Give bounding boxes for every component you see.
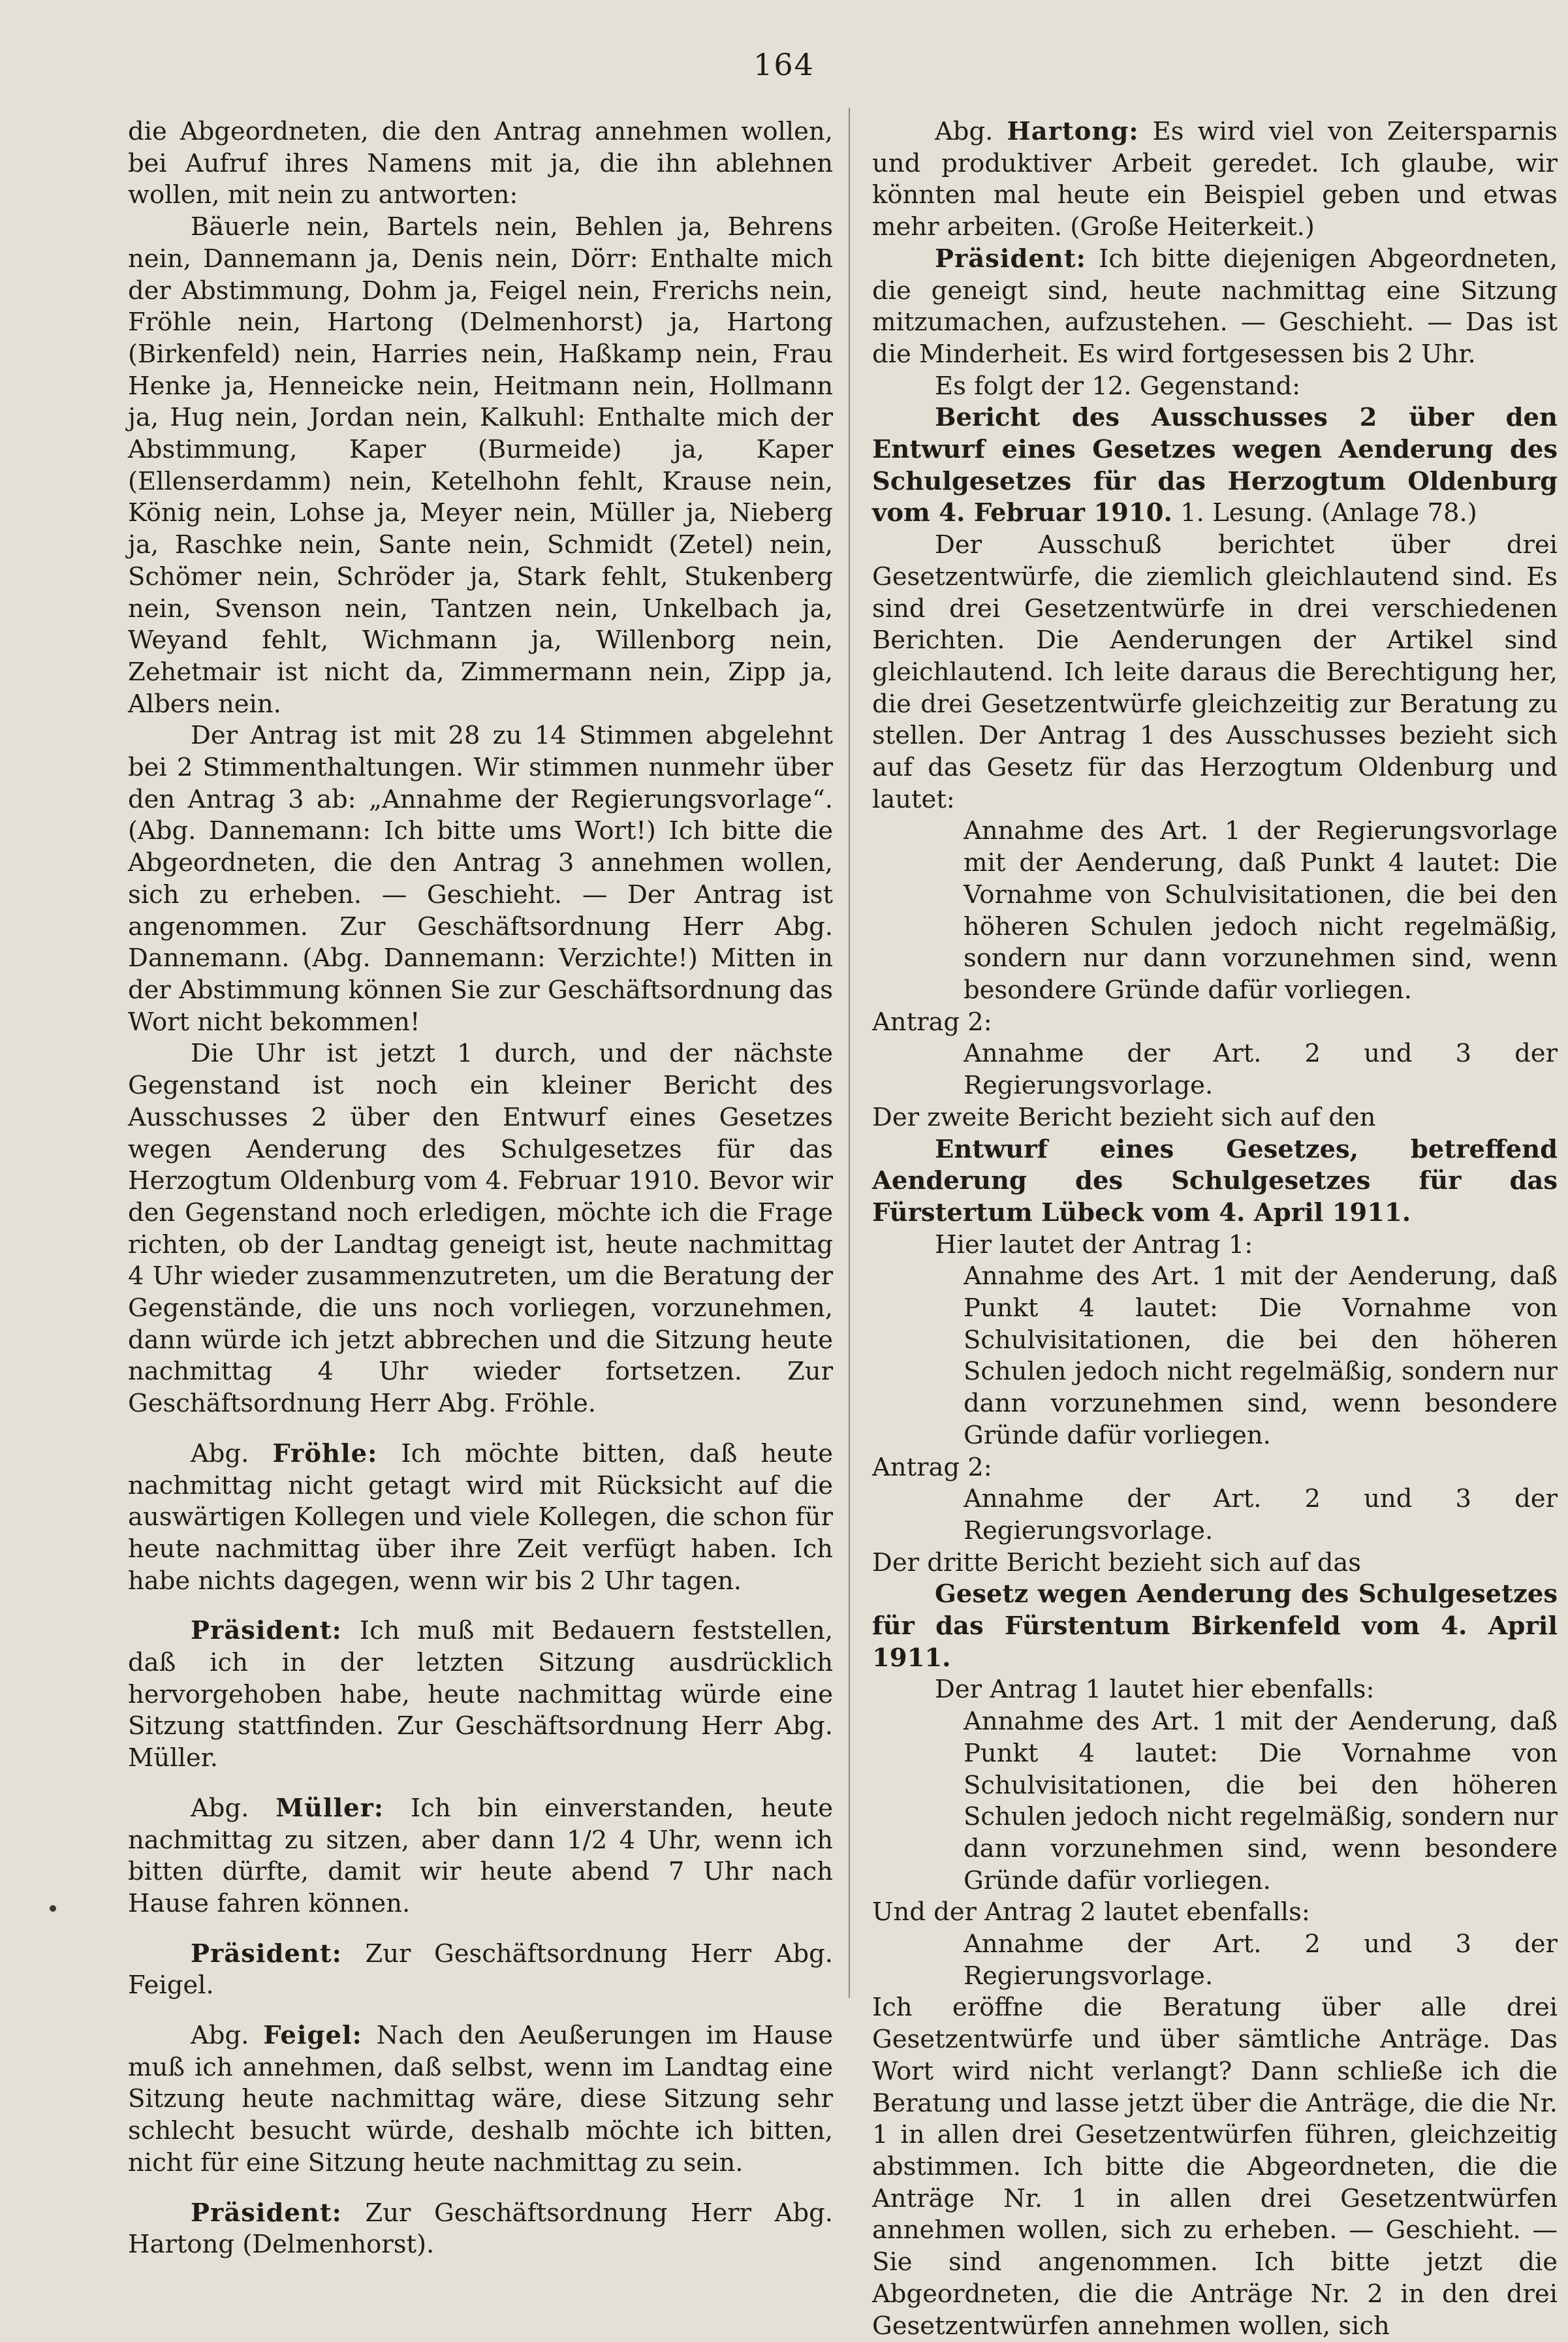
roll-call-paragraph: Bäuerle nein, Bartels nein, Behlen ja, Behrens nein, Dannemann ja, Denis nein, Dörr: Enthalte mich der Abstimmung, Dohm ja, Feigel nein, Frerichs nein, Fröhle nein, Hartong (Delmenhorst) ja, Hartong (Birkenfeld) nein, Harries nein, Haßkamp nein, Frau Henke ja, Henneicke nein, Heitmann nein, Hollmann ja, Hug nein, Jordan nein, Kalkuhl: Enthalte mich der Abstimmung, Kaper (Burmeide) ja, Kaper (Ellenserdamm) nein, Ketelhohn fehlt, Krause nein, König nein, Lohse ja, Meyer nein, Müller ja, Nieberg ja, Raschke nein, Sante nein, Schmidt (Zetel) nein, Schömer nein, Schröder ja, Stark fehlt, Stukenberg nein, Svenson nein, Tantzen nein, Unkelbach ja, Weyand fehlt, Wichmann ja, Willenborg nein, Zehetmair ist nicht da, Zimmermann nein, Zipp ja, Albers nein. bbox=[128, 212, 833, 719]
column-divider bbox=[849, 108, 850, 1998]
speech-text: Zur Geschäftsordnung Herr Abg. Feigel. bbox=[128, 1938, 833, 2001]
speaker-name: Präsident: bbox=[935, 244, 1086, 274]
motion-text: Annahme des Art. 1 der Regierungsvorlage mit der Aenderung, daß Punkt 4 lautet: Die Vornahme von Schulvisitationen, die bei den höheren Schulen jedoch nicht regelmäßig, sondern nur dann vorzunehmen sind, wenn besondere Gründe dafür vorliegen. bbox=[964, 816, 1558, 1005]
speech-paragraph bbox=[128, 2020, 833, 2179]
ink-spot bbox=[50, 1905, 56, 1912]
paragraph: Der Ausschuß berichtet über drei Gesetzentwürfe, die ziemlich gleichlautend sind. Es sind drei Gesetzentwürfe in drei verschiedenen Berichten. Die Aenderungen der Artikel sind gleichlautend. Ich leite daraus die Berechtigung her, die drei Gesetzentwürfe gleichzeitig zur Beratung zu stellen. Der Antrag 1 des Ausschusses bezieht sich auf das Gesetz für das Herzogtum Oldenburg und lautet: bbox=[872, 530, 1558, 814]
speaker-prefix: Abg. bbox=[191, 1438, 249, 1468]
motion-text: Annahme des Art. 1 mit der Aenderung, daß Punkt 4 lautet: Die Vornahme von Schulvisitationen, die bei den höheren Schulen jedoch nicht regelmäßig, sondern nur dann vorzunehmen sind, wenn besondere Gründe dafür vorliegen. bbox=[964, 1707, 1558, 1895]
paragraph: Es folgt der 12. Gegenstand: bbox=[935, 371, 1301, 401]
speech-paragraph bbox=[128, 2198, 833, 2261]
paragraph: Die Uhr ist jetzt 1 durch, und der nächste Gegenstand ist noch ein kleiner Bericht des Ausschusses 2 über den Entwurf eines Gesetzes wegen Aenderung des Schulgesetzes für das Herzogtum Oldenburg vom 4. Februar 1910. Bevor wir den Gegenstand noch erledigen, möchte ich die Frage richten, ob der Landtag geneigt ist, heute nachmittag 4 Uhr wieder zusammenzutreten, um die Beratung der Gegenstände, die uns noch vorliegen, vorzunehmen, dann würde ich jetzt abbrechen und die Sitzung heute nachmittag 4 Uhr wieder fortsetzen. Zur Geschäftsordnung Herr Abg. Fröhle. bbox=[128, 1039, 833, 1419]
speech-text: Ich bitte diejenigen Abgeordneten, die geneigt sind, heute nachmittag eine Sitzung mitzumachen, aufzustehen. — Geschieht. — Das ist die Minderheit. Es wird fortgesessen bis 2 Uhr. bbox=[872, 244, 1558, 369]
right-column bbox=[872, 116, 1558, 2342]
speaker-name: Fröhle: bbox=[272, 1438, 378, 1468]
speech-text: Es wird viel von Zeitersparnis und produktiver Arbeit geredet. Ich glaube, wir könnten mal heute ein Beispiel geben und etwas mehr arbeiten. (Große Heiterkeit.) bbox=[872, 117, 1558, 242]
left-column bbox=[128, 116, 833, 2261]
paragraph: Hier lautet der Antrag 1: bbox=[935, 1229, 1253, 1259]
speaker-name: Müller: bbox=[275, 1793, 384, 1823]
speaker-name: Präsident: bbox=[191, 1938, 342, 1969]
speech-paragraph bbox=[128, 1793, 833, 1920]
speech-paragraph bbox=[128, 1615, 833, 1775]
speaker-prefix: Abg. bbox=[191, 2021, 249, 2051]
paragraph: die Abgeordneten, die den Antrag annehmen wollen, bei Aufruf ihres Namens mit ja, die ihn ablehnen wollen, mit nein zu antworten: bbox=[128, 117, 833, 210]
motion-label: Antrag 2: bbox=[872, 1452, 992, 1482]
speaker-name: Präsident: bbox=[191, 1616, 342, 1646]
speaker-name: Hartong: bbox=[1007, 117, 1139, 146]
agenda-note: 1. Lesung. (Anlage 78.) bbox=[1180, 498, 1477, 528]
speaker-name: Feigel: bbox=[263, 2021, 362, 2051]
speech-text: Zur Geschäftsordnung Herr Abg. Hartong (Delmenhorst). bbox=[128, 2198, 833, 2260]
agenda-heading bbox=[872, 402, 1558, 530]
speaker-name: Präsident: bbox=[191, 2198, 342, 2228]
motion-text: Annahme der Art. 2 und 3 der Regierungsvorlage. bbox=[964, 1929, 1558, 1991]
speaker-prefix: Abg. bbox=[191, 1793, 249, 1823]
speech-text: Ich muß mit Bedauern feststellen, daß ich in der letzten Sitzung ausdrücklich hervorgehoben habe, heute nachmittag würde eine Sitzung stattfinden. Zur Geschäftsordnung Herr Abg. Müller. bbox=[128, 1616, 833, 1773]
page-number: 164 bbox=[753, 47, 815, 82]
motion-text: Annahme der Art. 2 und 3 der Regierungsvorlage. bbox=[964, 1484, 1558, 1545]
paragraph: Und der Antrag 2 lautet ebenfalls: bbox=[872, 1897, 1310, 1927]
agenda-title: Bericht des Ausschusses 2 über den Entwurf eines Gesetzes wegen Aenderung des Schulgesetzes für das Herzogtum Oldenburg vom 4. Februar 1910. bbox=[872, 403, 1558, 528]
speech-text: Ich möchte bitten, daß heute nachmittag nicht getagt wird mit Rücksicht auf die auswärtigen Kollegen und viele Kollegen, die schon für heute nachmittag über ihre Zeit verfügt haben. Ich habe nichts dagegen, wenn wir bis 2 Uhr tagen. bbox=[128, 1438, 833, 1596]
report-title: Entwurf eines Gesetzes, betreffend Aenderung des Schulgesetzes für das Fürstertum Lübeck vom 4. April 1911. bbox=[872, 1134, 1558, 1227]
speech-text: Nach den Aeußerungen im Hause muß ich annehmen, daß selbst, wenn im Landtag eine Sitzung heute nachmittag wäre, diese Sitzung sehr schlecht besucht würde, deshalb möchte ich bitten, nicht für eine Sitzung heute nachmittag zu sein. bbox=[128, 2021, 833, 2177]
paragraph: Ich eröffne die Beratung über alle drei Gesetzentwürfe und über sämtliche Anträge. Das Wort wird nicht verlangt? Dann schließe ich die Beratung und lasse jetzt über die Anträge, die die Nr. 1 in allen drei Gesetzentwürfen führen, gleichzeitig abstimmen. Ich bitte die Abgeordneten, die die Anträge Nr. 1 in allen drei Gesetzentwürfen annehmen wollen, sich zu erheben. — Geschieht. — Sie sind angenommen. Ich bitte jetzt die Abgeordneten, die die Anträge Nr. 2 in den drei Gesetzentwürfen annehmen wollen, sich bbox=[872, 1993, 1558, 2341]
report-title: Gesetz wegen Aenderung des Schulgesetzes für das Fürstentum Birkenfeld vom 4. April 1911. bbox=[872, 1579, 1558, 1673]
paragraph: Der Antrag 1 lautet hier ebenfalls: bbox=[935, 1675, 1375, 1705]
motion-text: Annahme der Art. 2 und 3 der Regierungsvorlage. bbox=[964, 1039, 1558, 1101]
speech-paragraph bbox=[128, 1938, 833, 2002]
speech-paragraph bbox=[128, 1438, 833, 1598]
speech-paragraph bbox=[872, 116, 1558, 244]
paragraph: Der Antrag ist mit 28 zu 14 Stimmen abgelehnt bei 2 Stimmenthaltungen. Wir stimmen nunmehr über den Antrag 3 ab: „Annahme der Regierungsvorlage“. (Abg. Dannemann: Ich bitte ums Wort!) Ich bitte die Abgeordneten, die den Antrag 3 annehmen wollen, sich zu erheben. — Geschieht. — Der Antrag ist angenommen. Zur Geschäftsordnung Herr Abg. Dannemann. (Abg. Dannemann: Verzichte!) Mitten in der Abstimmung können Sie zur Geschäftsordnung das Wort nicht bekommen! bbox=[128, 721, 833, 1037]
speech-paragraph bbox=[872, 244, 1558, 371]
speech-text: Ich bin einverstanden, heute nachmittag zu sitzen, aber dann 1/2 4 Uhr, wenn ich bitten dürfte, damit wir heute abend 7 Uhr nach Hause fahren können. bbox=[128, 1793, 833, 1918]
paragraph: Der dritte Bericht bezieht sich auf das bbox=[872, 1547, 1362, 1577]
speaker-prefix: Abg. bbox=[935, 117, 994, 146]
motion-label: Antrag 2: bbox=[872, 1007, 992, 1037]
paragraph: Der zweite Bericht bezieht sich auf den bbox=[872, 1102, 1376, 1132]
motion-text: Annahme des Art. 1 mit der Aenderung, daß Punkt 4 lautet: Die Vornahme von Schulvisitationen, die bei den höheren Schulen jedoch nicht regelmäßig, sondern nur dann vorzunehmen sind, wenn besondere Gründe dafür vorliegen. bbox=[964, 1261, 1558, 1450]
